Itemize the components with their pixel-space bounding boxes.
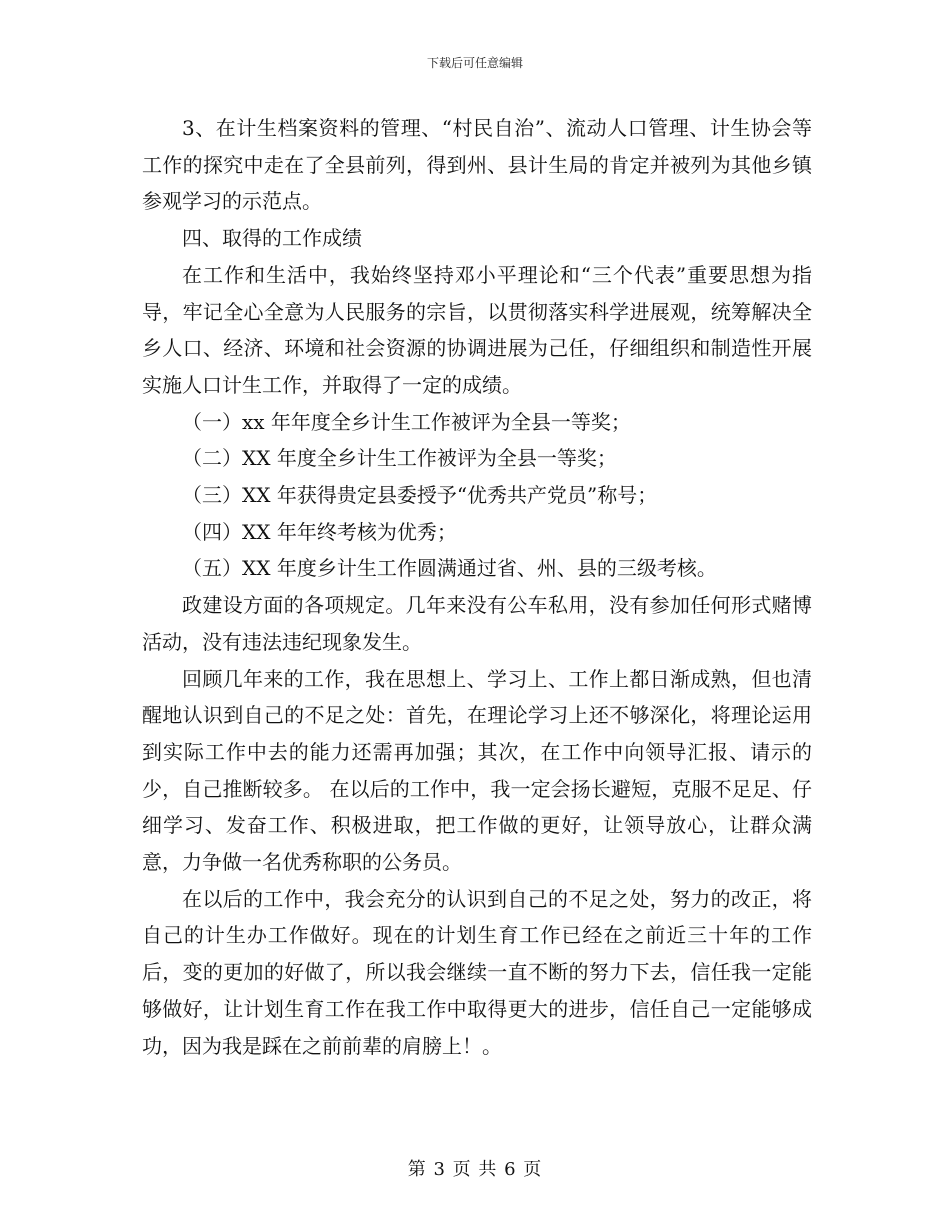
paragraph-discipline: 政建设方面的各项规定。几年来没有公车私用，没有参加任何形式赌博活动，没有违法违纪现象发生。 [142,593,812,654]
achievement-item-1: （一）xx 年年度全乡计生工作被评为全县一等奖； [182,409,631,434]
achievement-item-4: （四）XX 年年终考核为优秀； [182,519,457,544]
achievement-item-5: （五）XX 年度乡计生工作圆满通过省、州、县的三级考核。 [182,556,717,581]
achievement-item-2: （二）XX 年度全乡计生工作被评为全县一等奖； [182,446,617,471]
page-number: 第 3 页 共 6 页 [407,1159,543,1180]
page-header: 下载后可任意编辑 [426,56,523,70]
paragraph-future: 在以后的工作中，我会充分的认识到自己的不足之处，努力的改正，将自己的计生办工作做好。现在的计划生育工作已经在之前近三十年的工作后，变的更加的好做了，所以我会继续一直不断的努力下去，信任我一定能够做好，让计划生育工作在我工作中取得更大的进步，信任自己一定能够成功，因为我是踩在之前前辈的肩膀上！。 [142,886,812,1058]
paragraph-work-life: 在工作和生活中，我始终坚持邓小平理论和“三个代表”重要思想为指导，牢记全心全意为人民服务的宗旨，以贯彻落实科学进展观，统筹解决全乡人口、经济、环境和社会资源的协调进展为己任，仔细组织和制造性开展实施人口计生工作，并取得了一定的成绩。 [142,262,812,397]
paragraph-archive-management: 3、在计生档案资料的管理、“村民自治”、流动人口管理、计生协会等工作的探究中走在了全县前列，得到州、县计生局的肯定并被列为其他乡镇参观学习的示范点。 [142,116,812,214]
paragraph-review: 回顾几年来的工作，我在思想上、学习上、工作上都日渐成熟，但也清醒地认识到自己的不足之处：首先，在理论学习上还不够深化，将理论运用到实际工作中去的能力还需再加强；其次，在工作中向领导汇报、请示的少，自己推断较多。 在以后的工作中，我一定会扬长避短，克服不足足、仔细学习、发奋工作、积极进取，把工作做的更好，让领导放心，让群众满意，力争做一名优秀称职的公务员。 [142,666,812,875]
section-heading-achievements: 四、取得的工作成绩 [182,226,362,251]
document-body [142,110,812,1064]
achievement-item-3: （三）XX 年获得贵定县委授予“优秀共产党员”称号； [182,483,658,508]
